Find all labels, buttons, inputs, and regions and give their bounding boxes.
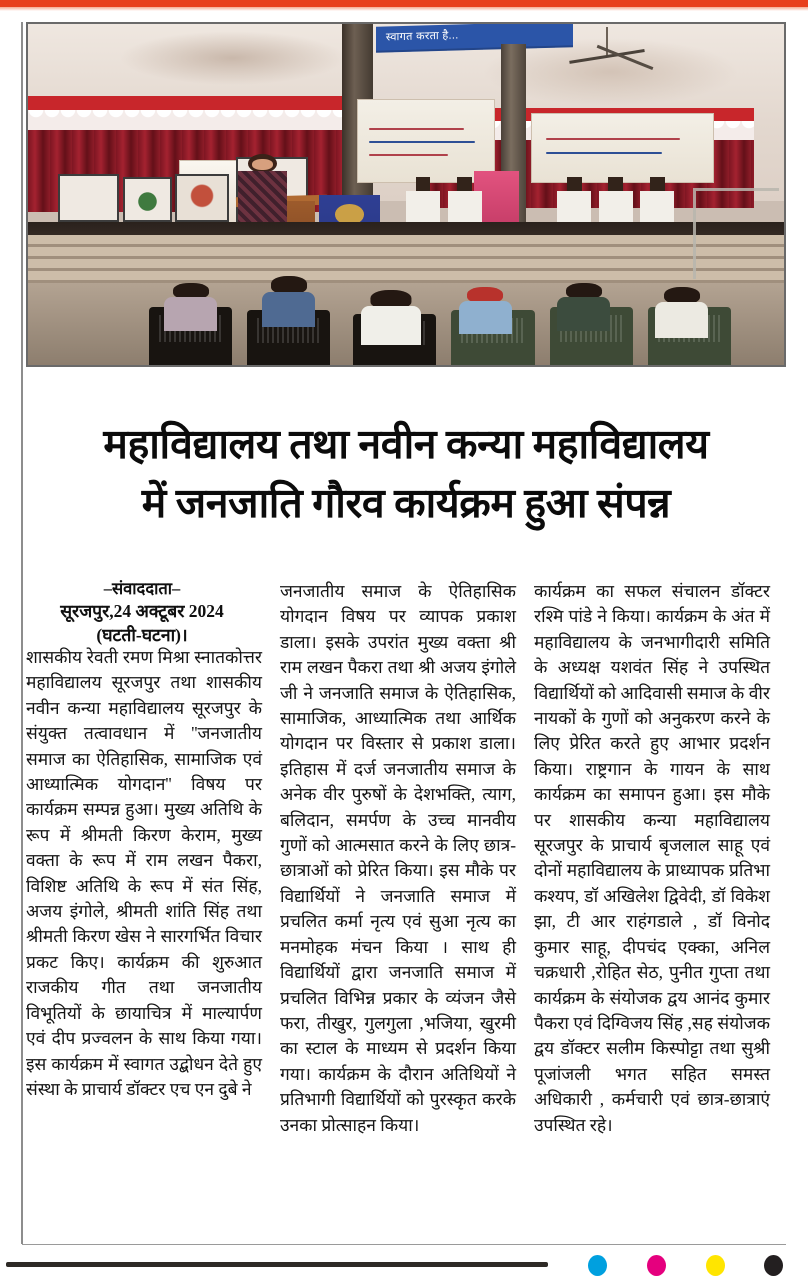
body-column-2-text: जनजातीय समाज के ऐतिहासिक योगदान विषय पर व्यापक प्रकाश डाला। इसके उपरांत मुख्य वक्ता श्री राम लखन पैकरा तथा श्री अजय इंगोले जी ने जनजाति समाज के ऐतिहासिक, सामाजिक, आध्यात्मिक तथा आर्थिक योगदान पर विस्तार से प्रकाश डाला। इतिहास में दर्ज जनजातीय समाज के अनेक वीर पुरुषों के देशभक्ति, त्याग, बलिदान, समर्पण के उच्च मानवीय गुणों को आत्मसात करने के लिए छात्र-छात्राओं को प्रेरित किया। इस मौके पर विद्यार्थियों ने जनजाति समाज में प्रचलित कर्मा नृत्य एवं सुआ नृत्य का मनमोहक मंचन किया । साथ ही विद्यार्थियों द्वारा जनजाति समाज में प्रचलित विभिन्न प्रकार के व्यंजन जैसे फरा, तीखुर, गुलगुला ,भजिया, खुरमी का स्टाल के माध्यम से प्रदर्शन किया गया। कार्यक्रम के दौरान अतिथियों ने प्रतिभागी विद्यार्थियों को पुरस्कृत करके उनका प्रोत्साहन किया। [280,581,516,1135]
audience-member-4 [459,287,512,335]
top-press-bar-fade [0,7,808,11]
stage-dignitary-2 [448,177,482,225]
audience-member-2 [262,276,315,327]
wall-stain [119,31,346,86]
article-photo [26,22,786,367]
audience-member-6 [655,287,708,338]
pelmet-band-left [28,96,361,110]
stage-dignitary-4 [599,177,633,225]
framed-picture-2 [123,177,172,222]
speaker-face [252,159,273,171]
stage-dignitary-5 [640,177,674,225]
body-column-3 [534,579,770,1138]
stage-dignitary-1 [406,177,440,225]
audience-member-1 [164,283,217,331]
headline-line-1: महाविद्यालय तथा नवीन कन्या महाविद्यालय [103,421,709,468]
body-column-2 [280,579,516,1138]
framed-picture-3 [175,174,228,222]
welcome-banner-text: स्वागत करता है... [385,29,459,44]
body-column-1 [26,645,262,1102]
byline-source: (घटती-घटना)। [96,625,188,646]
headline-line-2: में जनजाति गौरव कार्यक्रम हुआ संपन्न [141,479,671,526]
audience-member-5 [557,283,610,331]
registration-dot-magenta [647,1255,666,1276]
photo-canvas [28,24,784,365]
registration-dot-cyan [588,1255,607,1276]
body-column-3-text: कार्यक्रम का सफल संचालन डॉक्टर रश्मि पांडे ने किया। कार्यक्रम के अंत में महाविद्यालय के जनभागीदारी समिति के अध्यक्ष यशवंत सिंह ने उपस्थित विद्यार्थियों को आदिवासी समाज के वीर नायकों के गुणों को अनुकरण करने के लिए प्रेरित करते हुए आभार प्रदर्शन किया। राष्ट्रगान के गायन के साथ कार्यक्रम का समापन हुआ। इस मौके पर शासकीय कन्या महाविद्यालय सूरजपुर के प्राचार्य बृजलाल साहू एवं दोनों महाविद्यालय के प्राध्यापक प्रतिभा कश्यप, डॉ अखिलेश द्विवेदी, डॉ विकेश झा, टी आर राहंगडाले , डॉ विनोद कुमार साहू, दीपचंद एक्का, अनिल चक्रधारी ,रोहित सेठ, पुनीत गुप्ता तथा कार्यक्रम के संयोजक द्वय आनंद कुमार पैकरा एवं दिग्विजय सिंह ,सह संयोजक द्वय डॉक्टर सलीम किस्पोट्टा तथा सुश्री पूजांजली भगत सहित समस्त अधिकारी , कर्मचारी एवं छात्र-छात्राएं उपस्थित रहे। [534,581,770,1135]
article-headline [26,415,786,531]
left-margin-rule [21,22,23,1244]
top-press-bar [0,0,808,7]
framed-picture-1 [58,174,119,222]
bottom-thick-rule [6,1262,548,1267]
byline-block [26,578,258,648]
registration-dot-yellow [706,1255,725,1276]
event-poster-b [531,113,714,183]
registration-dot-black [764,1255,783,1276]
registration-marks [584,1254,784,1276]
bottom-thin-rule [22,1244,786,1245]
audience-member-3 [361,290,421,345]
body-column-1-text: शासकीय रेवती रमण मिश्रा स्नातकोत्तर महाविद्यालय सूरजपुर तथा शासकीय नवीन कन्या महाविद्यालय सूरजपुर के संयुक्त तत्वावधान में ''जनजातीय समाज का ऐतिहासिक, सामाजिक एवं आध्यात्मिक योगदान'' विषय पर कार्यक्रम सम्पन्न हुआ। मुख्य अतिथि के रूप में श्रीमती किरण केराम, मुख्य वक्ता के रूप में राम लखन पैकरा, विशिष्ट अतिथि के रूप में संत सिंह, अजय इंगोले, श्रीमती शांति सिंह तथा श्रीमती किरण खेस ने सारगर्भित विचार प्रकट किए। कार्यक्रम की शुरुआत राजकीय गीत तथा जनजातीय विभूतियों के छायाचित्र में माल्यार्पण एवं दीप प्रज्वलन के साथ किया गया। इस कार्यक्रम में स्वागत उद्बोधन देते हुए संस्था के प्राचार्य डॉक्टर एच एन दुबे ने [26,647,262,1099]
stage-dignitary-3 [557,177,591,225]
stage-railing [693,188,779,280]
byline-dateline: सूरजपुर,24 अक्टूबर 2024 [60,601,224,622]
byline-reporter: –संवाददाता– [103,579,181,598]
